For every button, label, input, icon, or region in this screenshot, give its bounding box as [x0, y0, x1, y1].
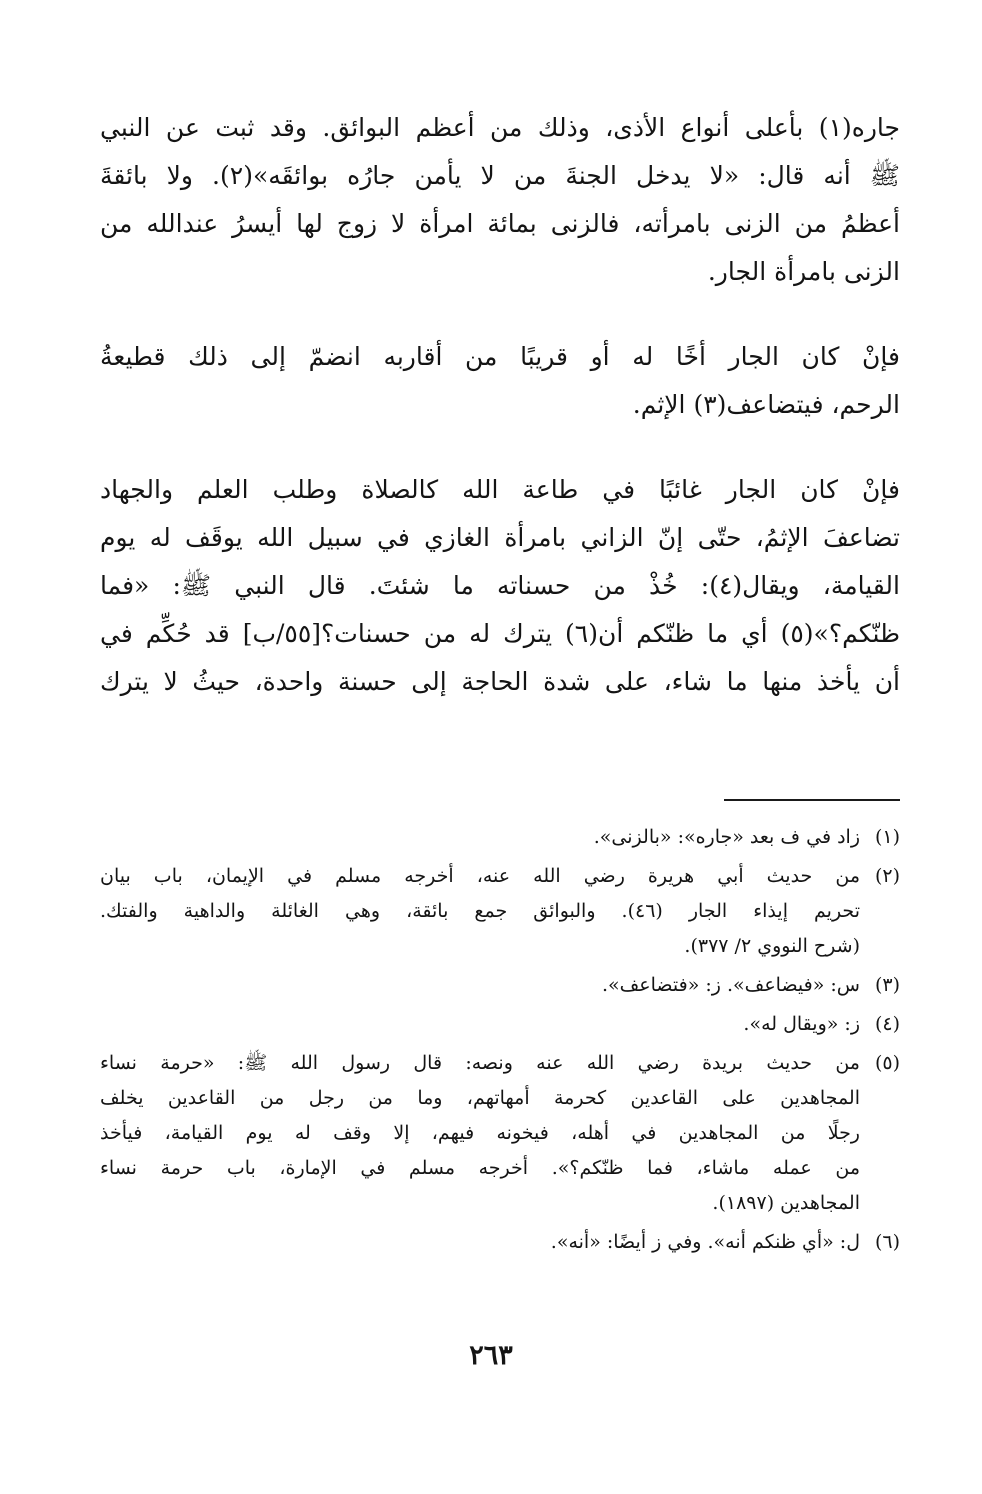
- text-line: ظنّكم؟»(٥) أي ما ظنّكم أن(٦) يترك له من حسنات؟[٥٥/ب] قد حُكِّم في: [100, 619, 901, 648]
- footnote-1: [100, 820, 900, 855]
- text-line: أن يأخذ منها ما شاء، على شدة الحاجة إلى حسنة واحدة، حيثُ لا يترك: [100, 667, 900, 696]
- footnote-3: [100, 968, 900, 1003]
- footnote-line: من عمله ماشاء، فما ظنّكم؟». أخرجه مسلم في الإمارة، باب حرمة نساء: [100, 1157, 860, 1179]
- footnote-line: من حديث أبي هريرة رضي الله عنه، أخرجه مسلم في الإيمان، باب بيان: [100, 865, 860, 887]
- footnote-number: (٥): [874, 1052, 900, 1074]
- footnote-number: (٤): [874, 1013, 900, 1035]
- footnote-text: [100, 968, 860, 1003]
- footnote-text: [100, 820, 860, 855]
- page-number: ٢٦٣: [469, 1340, 513, 1371]
- paragraph-1: [100, 104, 900, 296]
- text-line: الزنى بامرأة الجار.: [707, 257, 900, 286]
- text-line: القيامة، ويقال(٤): خُذْ من حسناته ما شئتَ. قال النبي ﷺ: «فما: [100, 571, 900, 600]
- footnote-line: من حديث بريدة رضي الله عنه ونصه: قال رسول الله ﷺ: «حرمة نساء: [100, 1052, 860, 1074]
- footnote-text: [100, 1046, 860, 1221]
- paragraph-3: [100, 466, 900, 706]
- paragraph-2: [100, 333, 900, 429]
- text-line: تضاعفَ الإثمُ، حتّى إنّ الزاني بامرأة الغازي في سبيل الله يوقَف له يوم: [100, 523, 900, 552]
- footnote-number: (١): [874, 826, 900, 848]
- text-line: فإنْ كان الجار غائبًا في طاعة الله كالصلاة وطلب العلم والجهاد: [100, 475, 900, 504]
- footnote-separator: [724, 799, 900, 801]
- footnote-6: [100, 1225, 900, 1260]
- footnote-4: [100, 1007, 900, 1042]
- footnote-line: المجاهدين على القاعدين كحرمة أمهاتهم، وما من رجل من القاعدين يخلف: [100, 1087, 860, 1109]
- footnote-2: [100, 859, 900, 964]
- footnote-text: [100, 1007, 860, 1042]
- footnote-number: (٣): [874, 974, 900, 996]
- footnotes: [100, 820, 900, 1264]
- footnote-line: (شرح النووي ٢/ ٣٧٧).: [684, 935, 860, 957]
- text-line: أعظمُ من الزنى بامرأته، فالزنى بمائة امرأة لا زوج لها أيسرُ عندالله من: [100, 209, 900, 238]
- footnote-text: [100, 859, 860, 964]
- footnote-5: [100, 1046, 900, 1221]
- footnote-line: تحريم إيذاء الجار (٤٦). والبوائق جمع بائقة، وهي الغائلة والداهية والفتك.: [100, 900, 860, 922]
- footnote-number: (٦): [874, 1231, 900, 1253]
- footnote-line: المجاهدين (١٨٩٧).: [712, 1192, 860, 1214]
- footnote-line: رجلًا من المجاهدين في أهله، فيخونه فيهم، إلا وقف له يوم القيامة، فيأخذ: [100, 1122, 860, 1144]
- main-text: [100, 104, 900, 743]
- footnote-line: ل: «أي ظنكم أنه». وفي ز أيضًا: «أنه».: [550, 1231, 860, 1253]
- text-line: فإنْ كان الجار أخًا له أو قريبًا من أقاربه انضمّ إلى ذلك قطيعةُ: [100, 342, 900, 371]
- footnote-text: [100, 1225, 860, 1260]
- footnote-line: س: «فيضاعف». ز: «فتضاعف».: [601, 974, 860, 996]
- text-line: ﷺ أنه قال: «لا يدخل الجنةَ من لا يأمن جارُه بوائقَه»(٢). ولا بائقةَ: [100, 161, 900, 190]
- text-line: جاره(١) بأعلى أنواع الأذى، وذلك من أعظم البوائق. وقد ثبت عن النبي: [100, 113, 900, 142]
- text-line: الرحم، فيتضاعف(٣) الإثم.: [632, 390, 900, 419]
- footnote-line: ز: «ويقال له».: [743, 1013, 860, 1035]
- footnote-line: زاد في ف بعد «جاره»: «بالزنى».: [593, 826, 860, 848]
- footnote-number: (٢): [874, 865, 900, 887]
